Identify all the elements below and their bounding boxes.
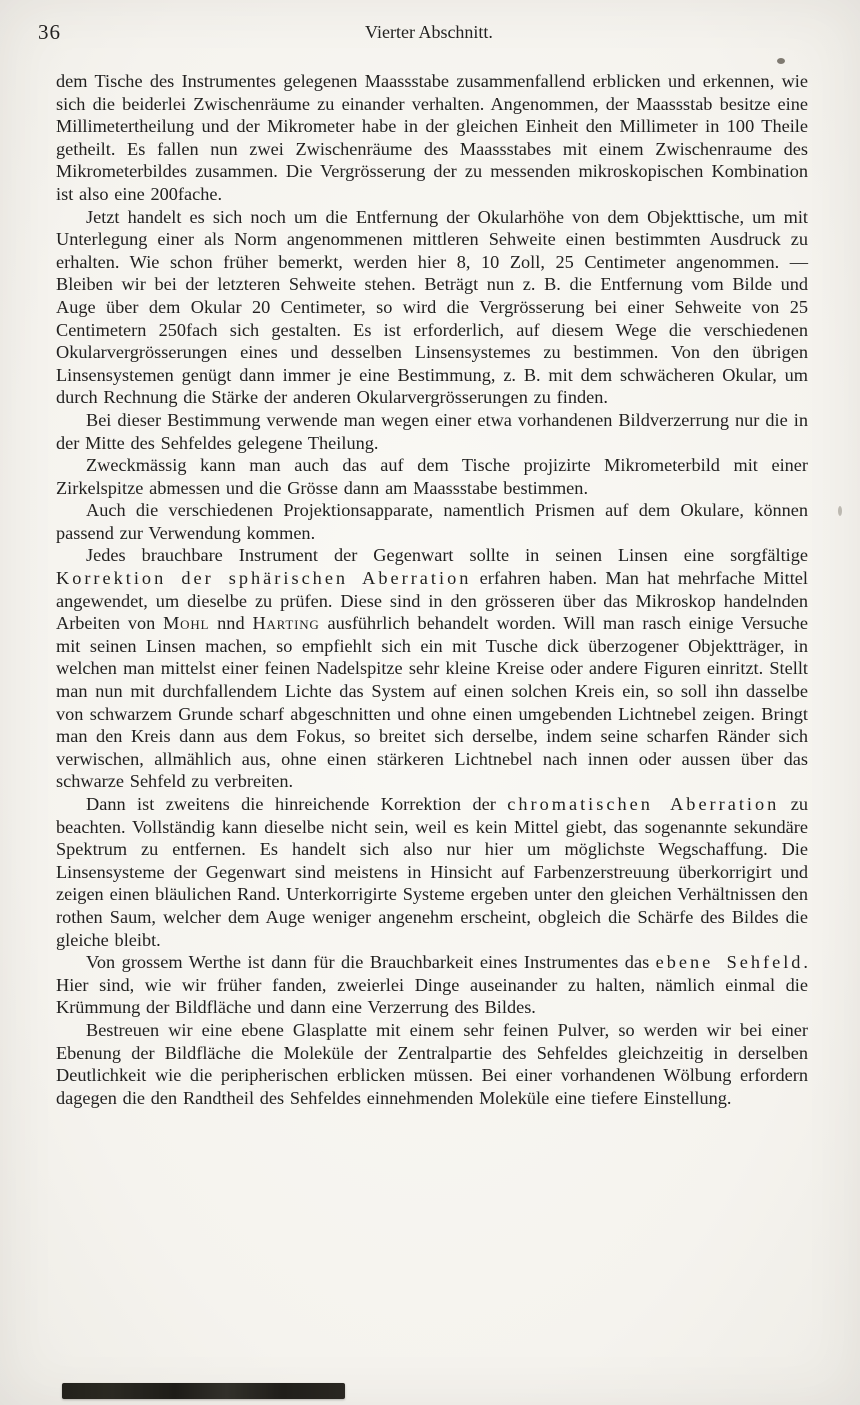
paragraph: [56, 409, 808, 454]
text-run: Jedes brauchbare Instrument der Gegenwart sollte in seinen Linsen eine sorgfältige: [86, 545, 808, 566]
page-header: [38, 20, 820, 46]
paragraph: [56, 1019, 808, 1109]
paragraph: [56, 499, 808, 544]
paragraph: [56, 951, 808, 1019]
scan-artifact-bar: [62, 1383, 345, 1399]
text-run: Bestreuen wir eine ebene Glasplatte mit einem sehr feinen Pulver, so werden wir bei einer Ebenung der Bildfläche die Moleküle der Zentralpartie des Sehfeldes gleichzeitig in derselben Deutlichkeit wie die peripherischen erblicken müssen. Bei einer vorhandenen Wölbung erfordern dagegen die den Randtheil des Sehfeldes einnehmenden Moleküle eine tiefere Einstellung.: [56, 1019, 808, 1108]
text-run: dem Tische des Instrumentes gelegenen Maassstabe zusammenfallend erblicken und erkennen, wie sich die beiderlei Zwischenräume zu einander verhalten. Angenommen, der Maassstab besitze eine Millimetertheilung und der Mikrometer habe in der gleichen Einheit den Millimeter in 100 Theile getheilt. Es fallen nun zwei Zwischenräume des Maassstabes mit einem Zwischenraume des Mikrometerbildes zusammen. Die Vergrösserung der zu messenden mikroskopischen Kombination ist also eine 200fache.: [56, 71, 808, 204]
paragraph: [56, 206, 808, 409]
text-run: nnd: [209, 613, 253, 634]
page-number: 36: [38, 20, 61, 44]
text-run: erfahren haben. Man hat mehrfache Mittel angewendet, um dieselbe zu prüfen. Diese sind in den grösseren über das Mikroskop handelnden Arbeiten von: [56, 568, 808, 634]
text-run: zu beachten. Vollständig kann dieselbe nicht sein, weil es kein Mittel giebt, das sogenannte sekundäre Spektrum zu entfernen. Es handelt sich also nur hier um möglichste Wegschaffung. Die Linsensysteme der Gegenwart sind meistens in Hinsicht auf Farbenzerstreuung überkorrigirt und zeigen einen bläulichen Rand. Unterkorrigirte Systeme ergeben unter den gleichen Verhältnissen den rothen Saum, welcher dem Auge weniger angenehm erscheint, obgleich die Schärfe des Bildes die gleiche bleibt.: [56, 794, 808, 950]
paragraph: [56, 544, 808, 793]
text-run: Bei dieser Bestimmung verwende man wegen einer etwa vorhandenen Bildverzerrung nur die in der Mitte des Sehfeldes gelegene Theilung.: [56, 409, 808, 453]
emphasized-term: chromatischen Aberration: [507, 794, 780, 814]
paragraph: [56, 793, 808, 951]
text-run: ausführlich behandelt worden. Will man rasch einige Versuche mit seinen Linsen machen, so empfiehlt sich ein mit Tusche dick überzogener Objektträger, in welchen man mittelst einer feinen Nadelspitze sehr kleine Kreise oder andere Figuren einritzt. Stellt man nun mit durchfallendem Lichte das System auf einen solchen Kreis ein, so soll ihn dasselbe von schwarzem Grunde scharf abgeschnitten und ohne einen umgebenden Lichtnebel zeigen. Bringt man den Kreis dann aus dem Fokus, so breitet sich derselbe, indem seine scharfen Ränder sich verwischen, allmählich aus, ohne einen stärkeren Lichtnebel nach innen oder aussen über das schwarze Sehfeld zu verbreiten.: [56, 613, 808, 792]
person-name: Mohl: [163, 613, 210, 634]
text-run: Auch die verschiedenen Projektionsapparate, namentlich Prismen auf dem Okulare, können passend zur Verwendung kommen.: [56, 500, 808, 543]
text-run: Dann ist zweitens die hinreichende Korrektion der: [86, 794, 508, 814]
text-block: [56, 70, 808, 1109]
text-run: . Hier sind, wie wir früher fanden, zweierlei Dinge auseinander zu halten, nämlich einmal die Krümmung der Bildfläche und dann eine Verzerrung des Bildes.: [56, 952, 808, 1018]
text-run: Zweckmässig kann man auch das auf dem Tische projizirte Mikrometerbild mit einer Zirkelspitze abmessen und die Grösse dann am Maassstabe bestimmen.: [56, 455, 808, 498]
section-title: Vierter Abschnitt.: [365, 22, 493, 42]
person-name: Harting: [252, 613, 320, 634]
text-run: Jetzt handelt es sich noch um die Entfernung der Okularhöhe von dem Objekttische, um mit Unterlegung einer als Norm angenommenen mittleren Sehweite einen bestimmten Ausdruck zu erhalten. Wie schon früher bemerkt, werden hier 8, 10 Zoll, 25 Centimeter angenommen. — Bleiben wir bei der letzteren Sehweite stehen. Beträgt nun z. B. die Entfernung vom Bilde und Auge über dem Okular 20 Centimeter, so wird die Vergrösserung bei einer Sehweite von 25 Centimetern 250fach sich gestalten. Es ist erforderlich, auf diesem Wege die verschiedenen Okularvergrösserungen eines und desselben Linsensystemes zu bestimmen. Von den übrigen Linsensystemen genügt dann immer je eine Bestimmung, z. B. mit dem schwächeren Okular, um durch Rechnung die Stärke der anderen Okularvergrösserungen zu finden.: [56, 206, 808, 408]
text-run: Von grossem Werthe ist dann für die Brauchbarkeit eines Instrumentes das: [86, 952, 656, 973]
paragraph: [56, 454, 808, 499]
emphasized-term: ebene Sehfeld: [655, 952, 804, 973]
paragraph: [56, 70, 808, 206]
ink-speck: [777, 58, 785, 64]
emphasized-term: Korrektion der sphärischen Aberration: [56, 568, 472, 589]
ink-speck: [838, 506, 842, 516]
